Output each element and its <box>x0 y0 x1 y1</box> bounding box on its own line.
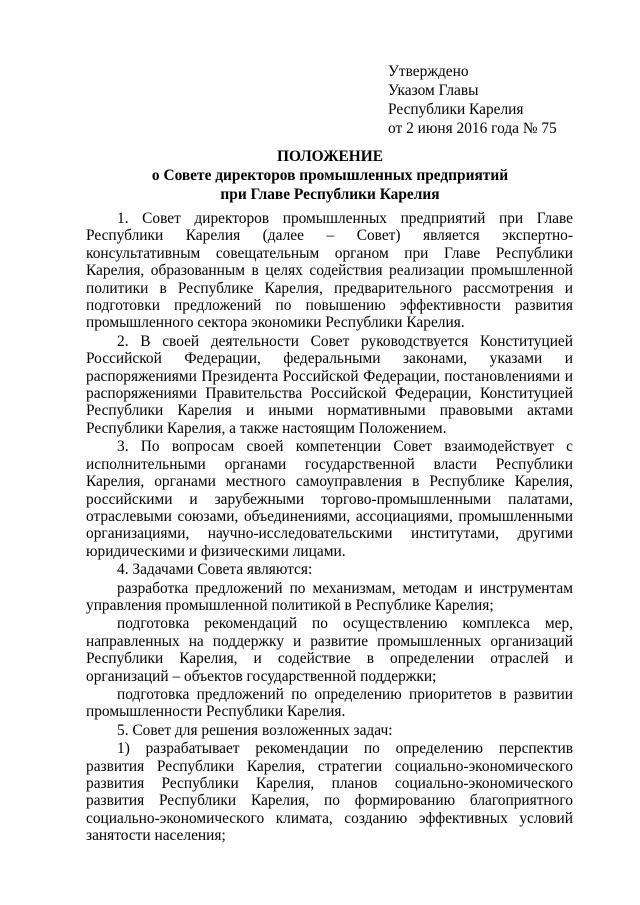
approval-date: от 2 июня 2016 года № 75 <box>388 120 557 137</box>
list-item: 1) разрабатывает рекомендации по определению перспектив развития Республики Карелия, стратегии социально-экономического развития Республики Карелия, планов социально-экономического развития Республики Карелия, по формированию благоприятного социально-экономического климата, созданию эффективных условий занятости населения; <box>86 740 573 845</box>
approval-line: Утверждено <box>388 63 469 80</box>
list-item: подготовка рекомендаций по осуществлению комплекса мер, направленных на поддержку и развитие промышленных организаций Республики Карелия, и содействие в определении отраслей и организаций – объектов государственной поддержки; <box>86 615 573 685</box>
document-title: ПОЛОЖЕНИЕ <box>277 148 383 165</box>
approval-line: Республики Карелия <box>388 101 524 118</box>
approval-line: Указом Главы <box>388 82 479 99</box>
paragraph-3: 3. По вопросам своей компетенции Совет взаимодействует с исполнительными органами государственной власти Республики Карелия, органами местного самоуправления в Республике Карелия, российскими и зарубежными торгово-промышленными палатами, отраслевыми союзами, объединениями, ассоциациями, промышленными организациями, научно-исследовательскими институтами, другими юридическими и физическими лицами. <box>86 438 573 560</box>
document-subtitle: при Главе Республики Карелия <box>220 186 440 203</box>
paragraph-1: 1. Совет директоров промышленных предприятий при Главе Республики Карелия (далее – Совет) является экспертно-консультативным совещательным органом при Главе Республики Карелия, образованным в целях содействия реализации промышленной политики в Республике Карелия, предварительного рассмотрения и подготовки предложений по повышению эффективности развития промышленного сектора экономики Республики Карелия. <box>86 210 573 332</box>
list-item: подготовка предложений по определению приоритетов в развитии промышленности Республики Карелия. <box>86 685 573 721</box>
document-heading <box>95 147 565 204</box>
list-item: разработка предложений по механизмам, методам и инструментам управления промышленной политикой в Республике Карелия; <box>86 579 573 614</box>
paragraph-4: 4. Задачами Совета являются: <box>117 561 313 579</box>
document-subtitle: о Совете директоров промышленных предприятий <box>151 167 509 184</box>
paragraph-2: 2. В своей деятельности Совет руководствуется Конституцией Российской Федерации, федеральными законами, указами и распоряжениями Президента Российской Федерации, постановлениями и распоряжениями Правительства Российской Федерации, Конституцией Республики Карелия и иными нормативными правовыми актами Республики Карелия, а также настоящим Положением. <box>86 332 573 437</box>
approval-stamp <box>388 62 608 138</box>
paragraph-5: 5. Совет для решения возложенных задач: <box>117 721 393 739</box>
document-body <box>86 210 573 845</box>
